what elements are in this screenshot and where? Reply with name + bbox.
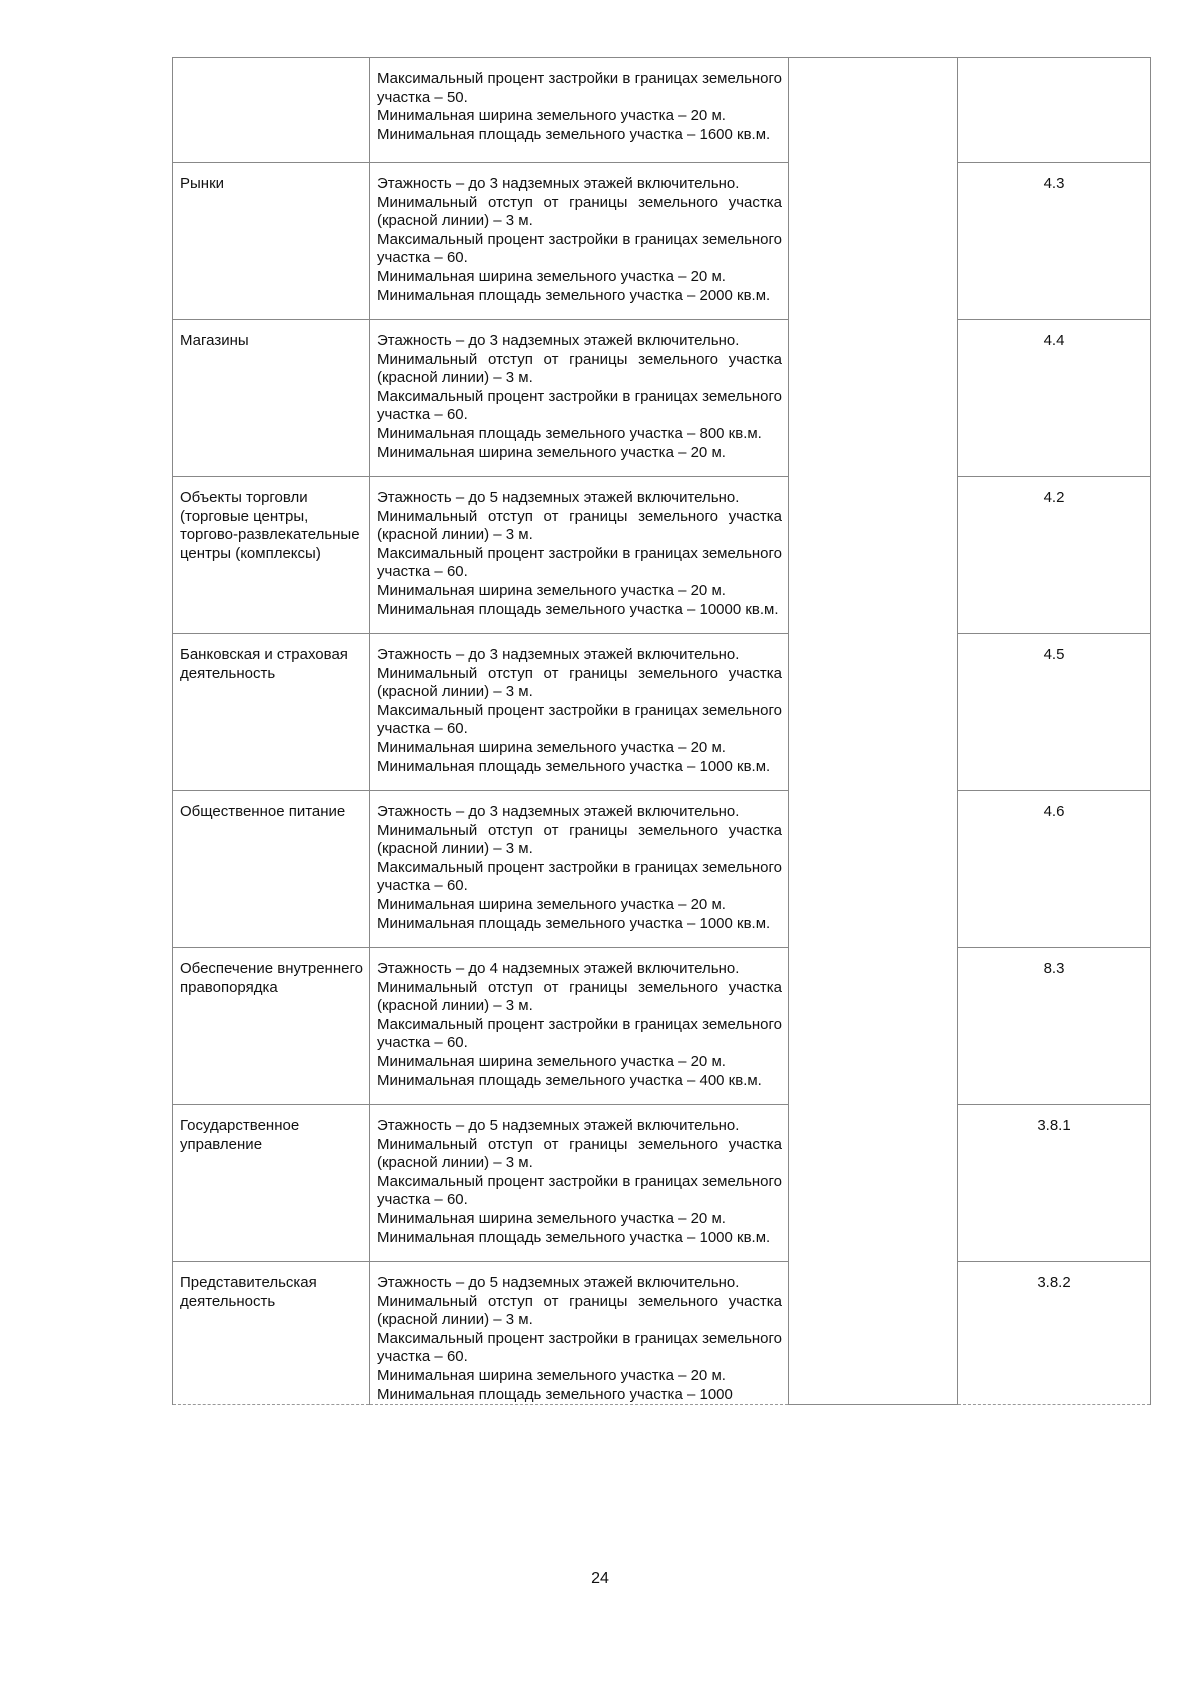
table-row	[173, 634, 1151, 791]
parameter-line: Этажность – до 3 надземных этажей включительно.	[377, 332, 740, 349]
parameter-line: Минимальная ширина земельного участка – 20 м.	[377, 267, 726, 285]
use-type-name	[173, 58, 369, 70]
parameter-line: Максимальный процент застройки в границах земельного участка – 60.	[377, 1172, 782, 1209]
classifier-code-cell	[958, 163, 1151, 320]
use-type-cell	[173, 58, 370, 163]
parameters-cell	[370, 791, 789, 948]
parameters-cell	[370, 634, 789, 791]
parameter-line: Минимальная площадь земельного участка – 10000 кв.м.	[377, 600, 779, 618]
classifier-code-cell	[958, 320, 1151, 477]
parameter-line: Минимальная ширина земельного участка – 20 м.	[377, 107, 726, 125]
parameter-line: Этажность – до 5 надземных этажей включительно.	[377, 489, 740, 506]
parameter-line: Этажность – до 5 надземных этажей включительно.	[377, 1274, 740, 1291]
classifier-code-cell	[958, 948, 1151, 1105]
parameter-line: Минимальная ширина земельного участка – 20 м.	[377, 443, 726, 461]
parameter-line: Минимальная площадь земельного участка – 1000	[377, 1385, 733, 1403]
use-type-name: Представительская деятельность	[180, 1274, 317, 1310]
use-type-name: Объекты торговли (торговые центры, торгово-развлекательные центры (комплексы)	[180, 489, 360, 562]
parameter-line: Минимальная площадь земельного участка – 1000 кв.м.	[377, 757, 771, 775]
parameter-line: Максимальный процент застройки в границах земельного участка – 60.	[377, 1329, 782, 1366]
parameter-line: Минимальный отступ от границы земельного участка (красной линии) – 3 м.	[377, 664, 782, 701]
zoning-parameters-table	[172, 57, 1151, 1405]
parameter-line: Этажность – до 3 надземных этажей включительно.	[377, 175, 740, 192]
classifier-code: 3.8.2	[1037, 1274, 1071, 1291]
parameters-cell	[370, 948, 789, 1105]
classifier-code: 4.2	[1043, 489, 1065, 506]
parameter-line: Минимальная ширина земельного участка – 20 м.	[377, 738, 726, 756]
parameter-line: Этажность – до 3 надземных этажей включительно.	[377, 646, 740, 663]
parameter-line: Минимальная площадь земельного участка – 1000 кв.м.	[377, 1228, 771, 1246]
classifier-code: 4.6	[1043, 803, 1065, 820]
table-row	[173, 58, 1151, 163]
table-body	[173, 58, 1151, 1405]
use-type-name: Рынки	[180, 175, 225, 192]
empty-column-cell	[789, 58, 958, 1405]
parameter-line: Максимальный процент застройки в границах земельного участка – 50.	[377, 70, 782, 106]
use-type-cell	[173, 477, 370, 634]
parameter-line: Минимальный отступ от границы земельного участка (красной линии) – 3 м.	[377, 507, 782, 544]
parameter-line: Максимальный процент застройки в границах земельного участка – 60.	[377, 858, 782, 895]
parameter-line: Максимальный процент застройки в границах земельного участка – 60.	[377, 1015, 782, 1052]
use-type-name: Магазины	[180, 332, 249, 349]
classifier-code	[958, 58, 1150, 70]
use-type-cell	[173, 791, 370, 948]
parameter-line: Минимальная площадь земельного участка – 1600 кв.м.	[377, 125, 771, 143]
parameter-line: Минимальная площадь земельного участка – 800 кв.м.	[377, 424, 762, 442]
parameter-line: Минимальный отступ от границы земельного участка (красной линии) – 3 м.	[377, 978, 782, 1015]
classifier-code: 4.5	[1043, 646, 1065, 663]
use-type-name: Общественное питание	[180, 803, 346, 820]
page-number: 24	[591, 1570, 609, 1587]
use-type-cell	[173, 1262, 370, 1405]
parameters-cell	[370, 163, 789, 320]
parameters-cell	[370, 320, 789, 477]
classifier-code-cell	[958, 477, 1151, 634]
table-row	[173, 477, 1151, 634]
use-type-cell	[173, 634, 370, 791]
table-row	[173, 1105, 1151, 1262]
parameter-line: Минимальная площадь земельного участка – 400 кв.м.	[377, 1071, 762, 1089]
classifier-code: 8.3	[1043, 960, 1065, 977]
parameters-cell	[370, 1262, 789, 1405]
parameter-line: Максимальный процент застройки в границах земельного участка – 60.	[377, 544, 782, 581]
parameter-line: Минимальный отступ от границы земельного участка (красной линии) – 3 м.	[377, 350, 782, 387]
parameter-line: Минимальный отступ от границы земельного участка (красной линии) – 3 м.	[377, 821, 782, 858]
use-type-name: Банковская и страховая деятельность	[180, 646, 348, 682]
table-row	[173, 1262, 1151, 1405]
table-row	[173, 791, 1151, 948]
parameter-line: Минимальная ширина земельного участка – 20 м.	[377, 1366, 726, 1384]
parameter-line: Этажность – до 5 надземных этажей включительно.	[377, 1117, 740, 1134]
use-type-cell	[173, 948, 370, 1105]
parameter-line: Этажность – до 3 надземных этажей включительно.	[377, 803, 740, 820]
parameter-line: Минимальная ширина земельного участка – 20 м.	[377, 895, 726, 913]
use-type-name: Государственное управление	[180, 1117, 300, 1153]
classifier-code-cell	[958, 58, 1151, 163]
parameter-line: Максимальный процент застройки в границах земельного участка – 60.	[377, 230, 782, 267]
table-row	[173, 163, 1151, 320]
parameter-line: Минимальная ширина земельного участка – 20 м.	[377, 1052, 726, 1070]
parameters-cell	[370, 477, 789, 634]
use-type-name: Обеспечение внутреннего правопорядка	[180, 960, 363, 996]
classifier-code-cell	[958, 1262, 1151, 1405]
parameter-line: Минимальная площадь земельного участка – 1000 кв.м.	[377, 914, 771, 932]
use-type-cell	[173, 320, 370, 477]
classifier-code-cell	[958, 1105, 1151, 1262]
use-type-cell	[173, 163, 370, 320]
parameter-line: Минимальная ширина земельного участка – 20 м.	[377, 1209, 726, 1227]
parameter-line: Минимальный отступ от границы земельного участка (красной линии) – 3 м.	[377, 193, 782, 230]
use-type-cell	[173, 1105, 370, 1262]
parameter-line: Максимальный процент застройки в границах земельного участка – 60.	[377, 387, 782, 424]
parameter-line: Минимальный отступ от границы земельного участка (красной линии) – 3 м.	[377, 1135, 782, 1172]
classifier-code: 3.8.1	[1037, 1117, 1071, 1134]
table-row	[173, 320, 1151, 477]
parameters-cell	[370, 1105, 789, 1262]
classifier-code: 4.4	[1043, 332, 1065, 349]
table-row	[173, 948, 1151, 1105]
parameter-line: Минимальная площадь земельного участка – 2000 кв.м.	[377, 286, 771, 304]
parameter-line: Максимальный процент застройки в границах земельного участка – 60.	[377, 701, 782, 738]
parameter-line: Минимальный отступ от границы земельного участка (красной линии) – 3 м.	[377, 1292, 782, 1329]
parameter-line: Этажность – до 4 надземных этажей включительно.	[377, 960, 740, 977]
classifier-code-cell	[958, 791, 1151, 948]
parameters-cell	[370, 58, 789, 163]
classifier-code-cell	[958, 634, 1151, 791]
parameter-line: Минимальная ширина земельного участка – 20 м.	[377, 581, 726, 599]
classifier-code: 4.3	[1043, 175, 1065, 192]
